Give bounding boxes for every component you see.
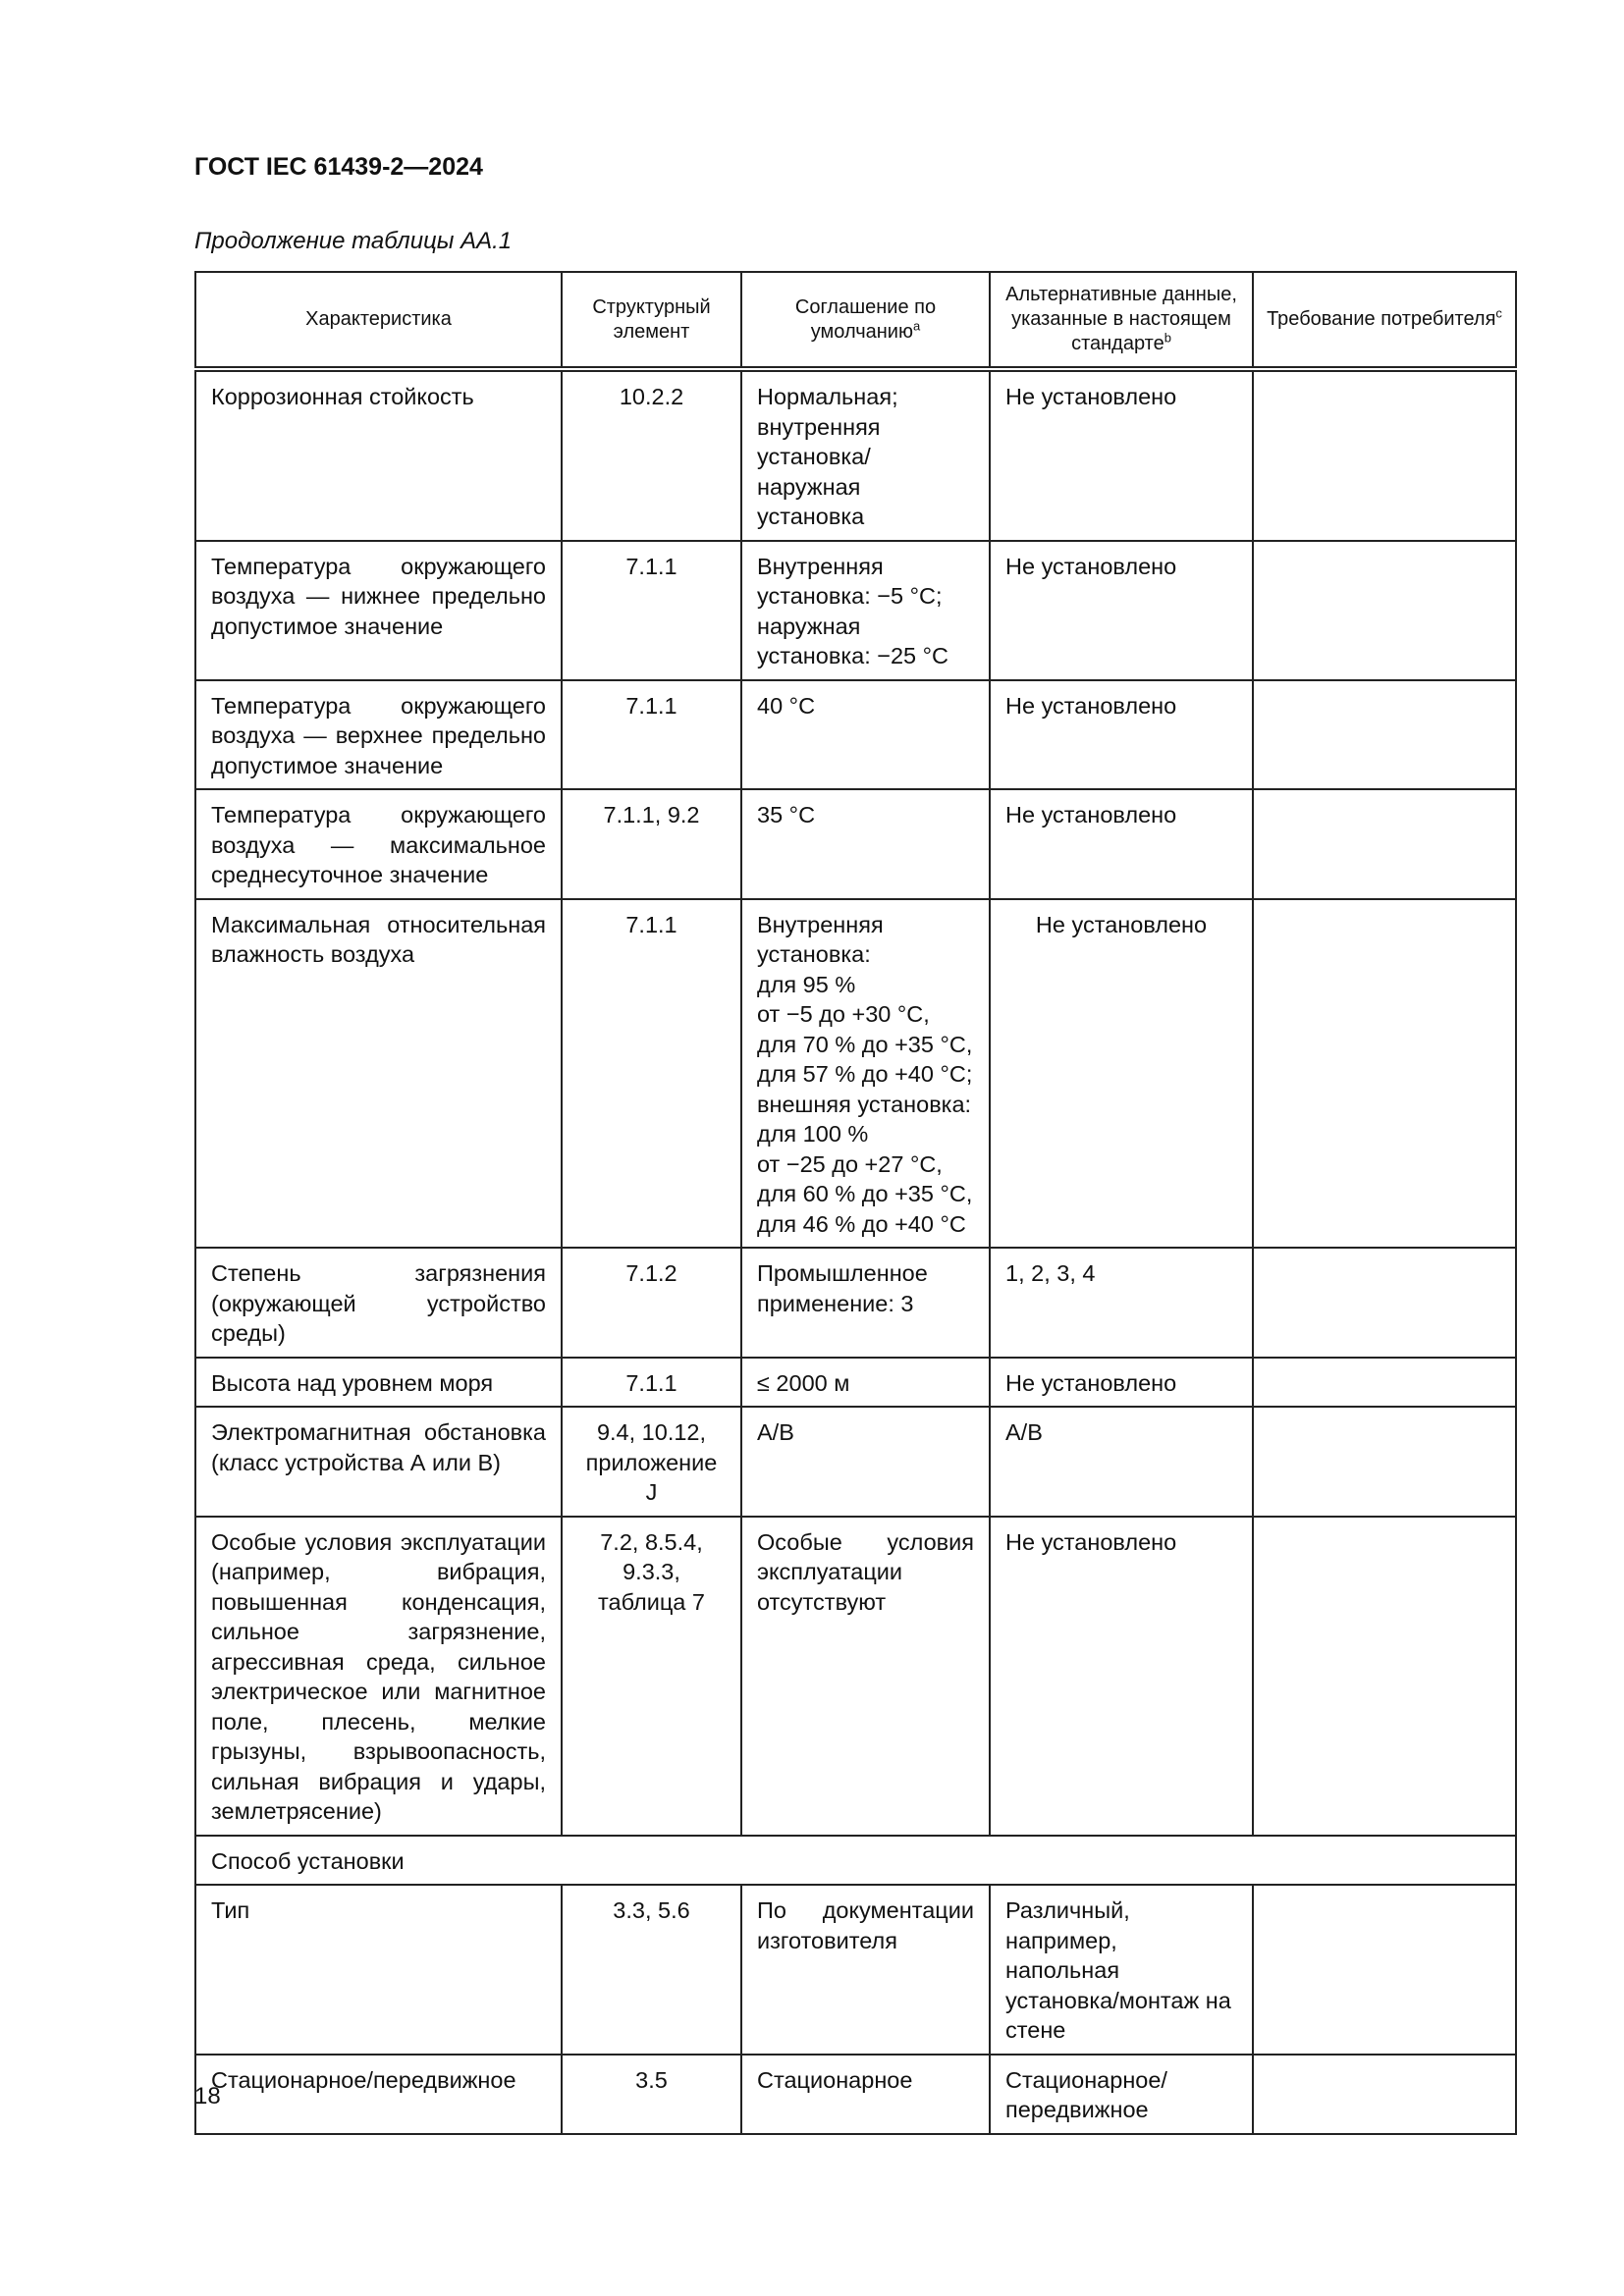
cell-default <box>741 680 990 790</box>
cell-element: 7.1.1 <box>562 899 741 1249</box>
cell-requirement <box>1253 1885 1516 2055</box>
cell-requirement <box>1253 1517 1516 1836</box>
table-header-row <box>195 272 1516 369</box>
cell-element: 7.1.1 <box>562 1358 741 1408</box>
cell-characteristic: Температура окружающего воздуха — верхнее предельно допустимое значение <box>195 680 562 790</box>
header-alternative-data: Альтернативные данные, указанные в настоящем стандарте$^b$ <box>990 272 1253 369</box>
cell-element: 7.2, 8.5.4, 9.3.3, таблица 7 <box>562 1517 741 1836</box>
table-row <box>195 789 1516 899</box>
table-section-row <box>195 1836 1516 1886</box>
cell-characteristic: Электромагнитная обстановка (класс устройства А или В) <box>195 1407 562 1517</box>
cell-alternative: Различный, например, напольная установка/монтаж на стене <box>990 1885 1253 2055</box>
cell-element: 10.2.2 <box>562 369 741 541</box>
cell-default <box>741 1517 990 1836</box>
cell-element: 3.5 <box>562 2055 741 2134</box>
cell-alternative: Не установлено <box>990 680 1253 790</box>
cell-default <box>741 1407 990 1517</box>
cell-characteristic: Стационарное/передвижное <box>195 2055 562 2134</box>
cell-default-line: наружная установка: −25 °С <box>757 613 949 668</box>
cell-default-line: Стационарное <box>757 2066 913 2093</box>
cell-default <box>741 541 990 680</box>
table-row <box>195 1885 1516 2055</box>
cell-requirement <box>1253 680 1516 790</box>
cell-default-line: для 46 % до +40 °С <box>757 1210 966 1237</box>
table-row <box>195 899 1516 1249</box>
cell-element: 7.1.2 <box>562 1248 741 1358</box>
cell-element: 7.1.1 <box>562 541 741 680</box>
cell-characteristic: Высота над уровнем моря <box>195 1358 562 1408</box>
cell-default <box>741 1248 990 1358</box>
cell-default-line: внешняя установка: <box>757 1091 972 1117</box>
cell-default <box>741 899 990 1249</box>
cell-default-line: от −25 до +27 °С, <box>757 1150 943 1177</box>
cell-default <box>741 369 990 541</box>
cell-default-line: Особые условия эксплуатации отсутствуют <box>757 1528 974 1615</box>
header-characteristic: Характеристика <box>195 272 562 369</box>
table-caption: Продолжение таблицы АА.1 <box>194 228 513 254</box>
cell-alternative: Не установлено <box>990 1358 1253 1408</box>
cell-element: 7.1.1 <box>562 680 741 790</box>
table-row <box>195 1407 1516 1517</box>
cell-default-line: для 60 % до +35 °С, <box>757 1181 973 1206</box>
cell-alternative: Не установлено <box>990 899 1253 1249</box>
cell-characteristic: Максимальная относительная влажность воздуха <box>195 899 562 1249</box>
cell-alternative: Не установлено <box>990 541 1253 680</box>
section-title: Способ установки <box>195 1836 1516 1886</box>
cell-alternative: Стационарное/ передвижное <box>990 2055 1253 2134</box>
header-default-agreement: Соглашение по умолчанию$^a$ <box>741 272 990 369</box>
cell-default-line: Внутренняя установка: −5 °С; <box>757 553 943 609</box>
characteristics-table <box>194 271 1517 2135</box>
table-row <box>195 369 1516 541</box>
cell-default-line: А/В <box>757 1419 794 1445</box>
header-customer-requirement: Требование потребителя$^c$ <box>1253 272 1516 369</box>
cell-requirement <box>1253 1358 1516 1408</box>
cell-default-line: По документации изготовителя <box>757 1897 974 1953</box>
cell-default-line: 35 °С <box>757 802 816 828</box>
cell-default <box>741 789 990 899</box>
cell-characteristic: Коррозионная стойкость <box>195 369 562 541</box>
cell-requirement <box>1253 541 1516 680</box>
cell-default <box>741 1885 990 2055</box>
cell-alternative: Не установлено <box>990 789 1253 899</box>
cell-element: 9.4, 10.12, приложение J <box>562 1407 741 1517</box>
cell-default-line: ≤ 2000 м <box>757 1369 850 1396</box>
cell-characteristic: Особые условия эксплуатации (например, вибрация, повышенная конденсация, сильное загрязнение, агрессивная среда, сильное электрическое или магнитное поле, плесень, мелкие грызуны, взрывоопасность, сильная вибрация и удары, землетрясение) <box>195 1517 562 1836</box>
cell-requirement <box>1253 2055 1516 2134</box>
table-row <box>195 1358 1516 1408</box>
cell-characteristic: Температура окружающего воздуха — нижнее предельно допустимое значение <box>195 541 562 680</box>
table-row <box>195 680 1516 790</box>
page-number: 18 <box>194 2083 221 2109</box>
cell-element: 3.3, 5.6 <box>562 1885 741 2055</box>
document-header: ГОСТ IEC 61439-2—2024 <box>194 153 483 181</box>
cell-alternative: А/В <box>990 1407 1253 1517</box>
table-row <box>195 2055 1516 2134</box>
cell-default-line: Внутренняя установка: <box>757 911 884 967</box>
header-structural-element: Структурный элемент <box>562 272 741 369</box>
cell-alternative: 1, 2, 3, 4 <box>990 1248 1253 1358</box>
cell-default-line: для 57 % до +40 °С; <box>757 1061 973 1087</box>
cell-requirement <box>1253 789 1516 899</box>
cell-requirement <box>1253 899 1516 1249</box>
table-row <box>195 1248 1516 1358</box>
cell-characteristic: Тип <box>195 1885 562 2055</box>
cell-alternative: Не установлено <box>990 1517 1253 1836</box>
cell-characteristic: Температура окружающего воздуха — максимальное среднесуточное значение <box>195 789 562 899</box>
cell-requirement <box>1253 1248 1516 1358</box>
cell-default <box>741 1358 990 1408</box>
cell-default-line: Промышленное применение: 3 <box>757 1260 928 1316</box>
cell-requirement <box>1253 369 1516 541</box>
cell-alternative: Не установлено <box>990 369 1253 541</box>
cell-requirement <box>1253 1407 1516 1517</box>
cell-default-line: для 95 % <box>757 971 856 997</box>
cell-default-line: от −5 до +30 °С, <box>757 1001 930 1027</box>
cell-default-line: для 100 % <box>757 1121 869 1147</box>
cell-element: 7.1.1, 9.2 <box>562 789 741 899</box>
cell-default-line: Нормальная; внутренняя установка/наружная установка <box>757 384 898 529</box>
cell-default-line: для 70 % до +35 °С, <box>757 1031 973 1057</box>
cell-characteristic: Степень загрязнения (окружающей устройство среды) <box>195 1248 562 1358</box>
table-row <box>195 1517 1516 1836</box>
cell-default-line: 40 °С <box>757 692 816 719</box>
cell-default <box>741 2055 990 2134</box>
table-row <box>195 541 1516 680</box>
